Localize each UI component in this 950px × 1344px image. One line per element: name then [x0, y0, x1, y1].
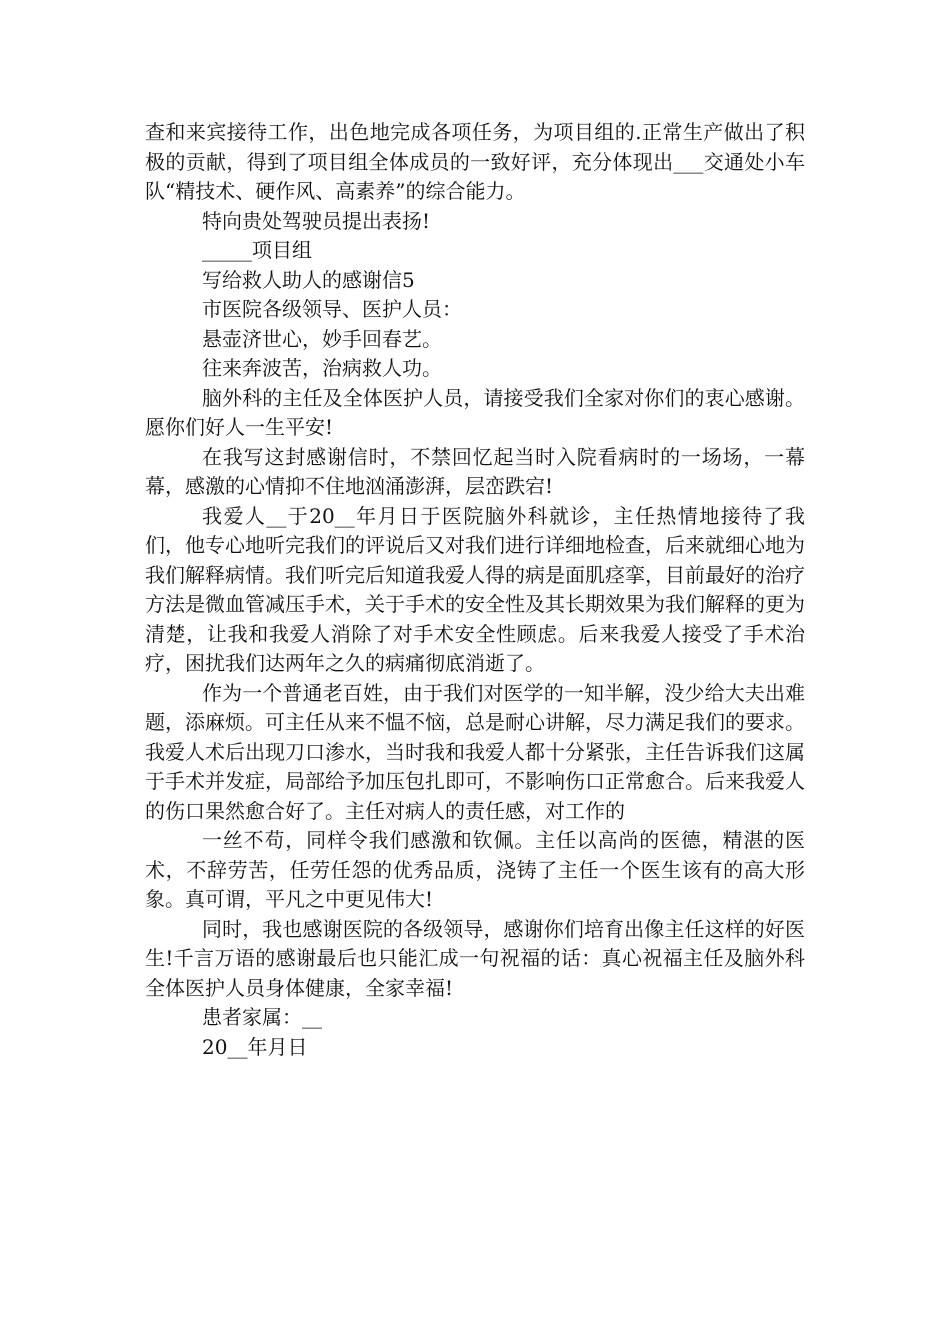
paragraph-admiration: 一丝不苟，同样令我们感激和钦佩。主任以高尚的医德，精湛的医术，不辞劳苦，任劳任怨的优秀品质，浇铸了主任一个医生该有的高大形象。真可谓，平凡之中更见伟大!: [145, 828, 805, 911]
signature-family: 患者家属：__: [202, 1005, 322, 1029]
document-page: [145, 118, 805, 1062]
verse-line-1: 悬壶济世心，妙手回春艺。: [202, 326, 442, 351]
verse-line-2: 往来奔波苦，治病救人功。: [202, 356, 442, 380]
paragraph-thanks: 脑外科的主任及全体医护人员，请接受我们全家对你们的衷心感谢。愿你们好人一生平安!: [145, 385, 805, 439]
paragraph-patience: 作为一个普通老百姓，由于我们对医学的一知半解，没少给大夫出难题，添麻烦。可主任从来不愠不恼，总是耐心讲解，尽力满足我们的要求。我爱人术后出现刀口渗水，当时我和我爱人都十分紧张，主任告诉我们这属于手术并发症，局部给予加压包扎即可，不影响伤口正常愈合。后来我爱人的伤口果然愈合好了。主任对病人的责任感，对工作的: [145, 680, 805, 823]
paragraph-blessing: 同时，我也感谢医院的各级领导，感谢你们培育出像主任这样的好医生!千言万语的感谢最后也只能汇成一句祝福的话：真心祝福主任及脑外科全体医护人员身体健康，全家幸福!: [145, 916, 805, 1000]
paragraph-commendation: 特向贵处驾驶员提出表扬!: [202, 208, 431, 233]
salutation: 市医院各级领导、医护人员：: [202, 297, 462, 321]
paragraph-diagnosis: 我爱人__于20__年月日于医院脑外科就诊，主任热情地接待了我们，他专心地听完我们的评说后又对我们进行详细地检查，后来就细心地为我们解释病情。我们听完后知道我爱人得的病是面肌痉挛，目前最好的治疗方法是微血管减压手术，关于手术的安全性及其长期效果为我们解释的更为清楚，让我和我爱人消除了对手术安全性顾虑。后来我爱人接受了手术治疗，困扰我们达两年之久的病痛彻底消逝了。: [145, 503, 805, 675]
paragraph-signature-group: _____项目组: [202, 238, 312, 262]
signature-date: 20__年月日: [202, 1034, 308, 1059]
section-heading: 写给救人助人的感谢信5: [202, 267, 415, 292]
paragraph-continuation: 查和来宾接待工作，出色地完成各项任务，为项目组的.正常生产做出了积极的贡献，得到了项目组全体成员的一致好评，充分体现出___交通处小车队“精技术、硬作风、高素养”的综合能力。: [145, 120, 805, 203]
paragraph-memory: 在我写这封感谢信时，不禁回忆起当时入院看病时的一场场，一幕幕，感激的心情抑不住地汹涌澎湃，层峦跌宕!: [145, 444, 805, 498]
